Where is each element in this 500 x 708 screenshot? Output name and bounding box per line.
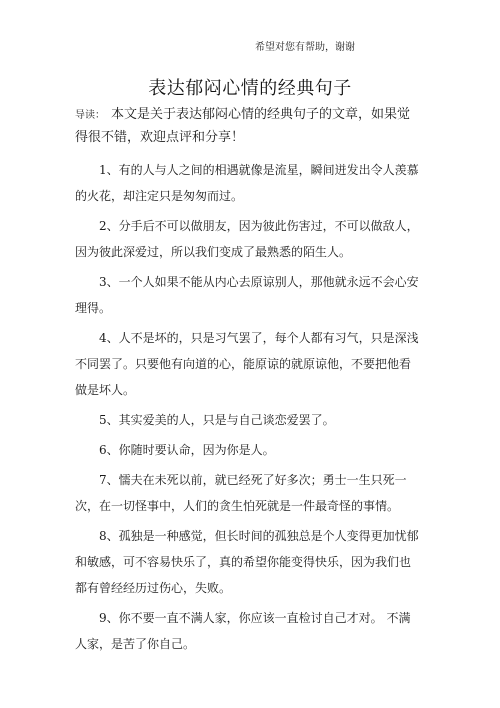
intro-label: 导读： <box>75 110 105 121</box>
page-title: 表达郁闷心情的经典句子 <box>148 78 352 99</box>
intro-text: 本文是关于表达郁闷心情的经典句子的文章，如果觉得很不错，欢迎点评和分享！ <box>75 107 411 145</box>
quote-item-7: 7、懦夫在未死以前，就已经死了好多次；勇士一生只死一次，在一切怪事中，人们的贪生怕死就是一件最奇怪的事情。 <box>75 473 407 513</box>
quote-item-8: 8、孤独是一种感觉，但长时间的孤独总是个人变得更加忧郁和敏感，可不容易快乐了，真的希望你能变得快乐，因为我们也都有曾经经历过伤心，失败。 <box>75 529 419 595</box>
quote-item-1: 1、有的人与人之间的相遇就像是流星，瞬间迸发出令人羡慕的火花，却注定只是匆匆而过。 <box>75 163 419 203</box>
quote-item-9: 9、你不要一直不满人家，你应该一直检讨自己才对。 不满人家，是苦了你自己。 <box>75 611 411 651</box>
quote-item-4: 4、人不是坏的，只是习气罢了，每个人都有习气，只是深浅不同罢了。只要他有向道的心，能原谅的就原谅他，不要把他看做是坏人。 <box>75 331 419 397</box>
quote-item-3: 3、一个人如果不能从内心去原谅别人，那他就永远不会心安理得。 <box>75 275 419 315</box>
header-note: 希望对您有帮助，谢谢 <box>255 42 355 53</box>
quote-item-5: 5、其实爱美的人，只是与自己谈恋爱罢了。 <box>99 413 335 427</box>
quote-item-6: 6、你随时要认命，因为你是人。 <box>99 443 275 457</box>
intro-paragraph <box>75 104 420 149</box>
document-body <box>75 104 420 661</box>
quote-item-2: 2、分手后不可以做朋友，因为彼此伤害过，不可以做敌人，因为彼此深爱过，所以我们变成了最熟悉的陌生人。 <box>75 219 419 259</box>
